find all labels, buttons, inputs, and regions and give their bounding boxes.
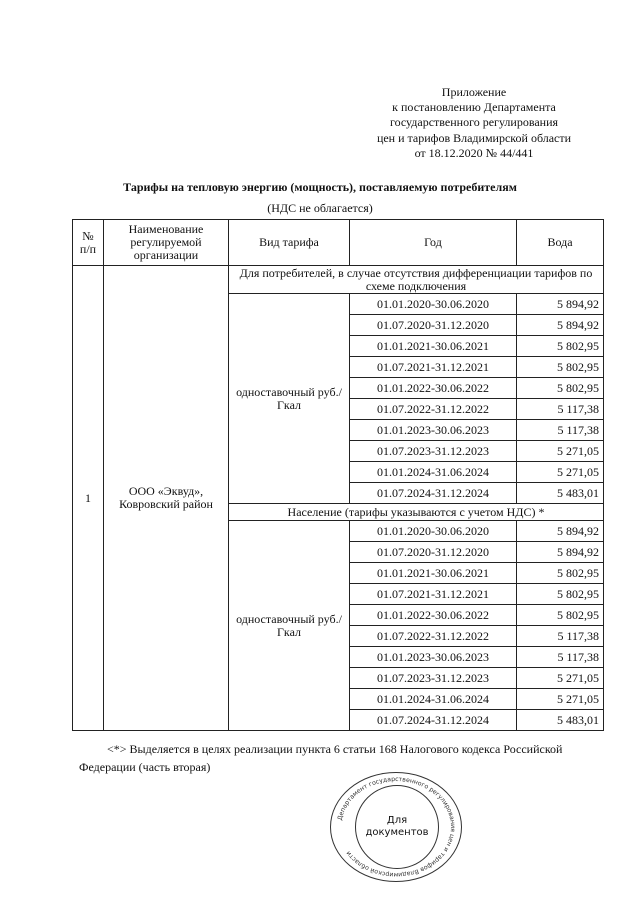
period-cell: 01.07.2021-31.12.2021 [350,357,517,378]
footnote-line-2: Федерации (часть вторая) [79,760,211,774]
table-body [73,266,604,731]
value-cell: 5 117,38 [517,626,604,647]
tariff-type-cell-1: одноставочный руб./Гкал [229,294,350,504]
stamp-ring-text: Департамент государственного регулирования цен и тарифов Владимирской области [336,775,457,879]
column-header-year: Год [350,220,517,266]
period-cell: 01.01.2022-30.06.2022 [350,378,517,399]
period-cell: 01.07.2024-31.12.2024 [350,710,517,731]
value-cell: 5 117,38 [517,420,604,441]
value-cell: 5 894,92 [517,315,604,336]
appendix-line: к постановлению Департамента [392,100,556,115]
value-cell: 5 483,01 [517,710,604,731]
document-subtitle: (НДС не облагается) [267,201,373,215]
value-cell: 5 802,95 [517,378,604,399]
value-cell: 5 894,92 [517,521,604,542]
group-label-2: Население (тарифы указываются с учетом НДС) * [229,504,604,521]
period-cell: 01.07.2022-31.12.2022 [350,399,517,420]
appendix-line: от 18.12.2020 № 44/441 [414,145,534,160]
stamp-inner-circle [355,785,439,869]
organization-cell: ООО «Эквуд», Ковровский район [104,266,229,731]
value-cell: 5 894,92 [517,542,604,563]
appendix-line: цен и тарифов Владимирской области [376,130,572,145]
period-cell: 01.07.2024-31.12.2024 [350,483,517,504]
row-number-cell: 1 [73,266,104,731]
column-header-tariff-type: Вид тарифа [229,220,350,266]
period-cell: 01.07.2020-31.12.2020 [350,315,517,336]
period-cell: 01.07.2022-31.12.2022 [350,626,517,647]
value-cell: 5 271,05 [517,462,604,483]
document-title: Тарифы на тепловую энергию (мощность), поставляемую потребителям [123,180,517,194]
value-cell: 5 483,01 [517,483,604,504]
tariff-type-cell-2: одноставочный руб./Гкал [229,521,350,731]
value-cell: 5 271,05 [517,441,604,462]
period-cell: 01.01.2021-30.06.2021 [350,336,517,357]
column-header-number: № п/п [73,220,104,266]
period-cell: 01.01.2023-30.06.2023 [350,420,517,441]
period-cell: 01.07.2023-31.12.2023 [350,441,517,462]
period-cell: 01.01.2021-30.06.2021 [350,563,517,584]
value-cell: 5 802,95 [517,584,604,605]
value-cell: 5 802,95 [517,357,604,378]
period-cell: 01.01.2020-30.06.2020 [350,521,517,542]
value-cell: 5 802,95 [517,336,604,357]
column-header-organization: Наименование регулируемой организации [104,220,229,266]
value-cell: 5 271,05 [517,668,604,689]
period-cell: 01.01.2024-31.06.2024 [350,462,517,483]
group-label-1: Для потребителей, в случае отсутствия дифференциации тарифов по схеме подключения [229,266,604,294]
stamp-seal [330,772,462,882]
value-cell: 5 802,95 [517,563,604,584]
value-cell: 5 802,95 [517,605,604,626]
value-cell: 5 117,38 [517,399,604,420]
appendix-line: государственного регулирования [389,115,559,130]
footnote [79,740,593,776]
period-cell: 01.01.2023-30.06.2023 [350,647,517,668]
period-cell: 01.01.2022-30.06.2022 [350,605,517,626]
period-cell: 01.01.2020-30.06.2020 [350,294,517,315]
period-cell: 01.01.2024-31.06.2024 [350,689,517,710]
value-cell: 5 271,05 [517,689,604,710]
appendix-header [300,85,640,161]
period-cell: 01.07.2023-31.12.2023 [350,668,517,689]
period-cell: 01.07.2021-31.12.2021 [350,584,517,605]
period-cell: 01.07.2020-31.12.2020 [350,542,517,563]
column-header-water: Вода [517,220,604,266]
table-header-row [73,220,604,266]
tariff-table [72,219,604,731]
value-cell: 5 894,92 [517,294,604,315]
stamp-center-text: Для документов [365,815,429,838]
appendix-line: Приложение [441,85,507,99]
value-cell: 5 117,38 [517,647,604,668]
footnote-line-1: <*> Выделяется в целях реализации пункта 6 статьи 168 Налогового кодекса Российской [107,742,563,756]
